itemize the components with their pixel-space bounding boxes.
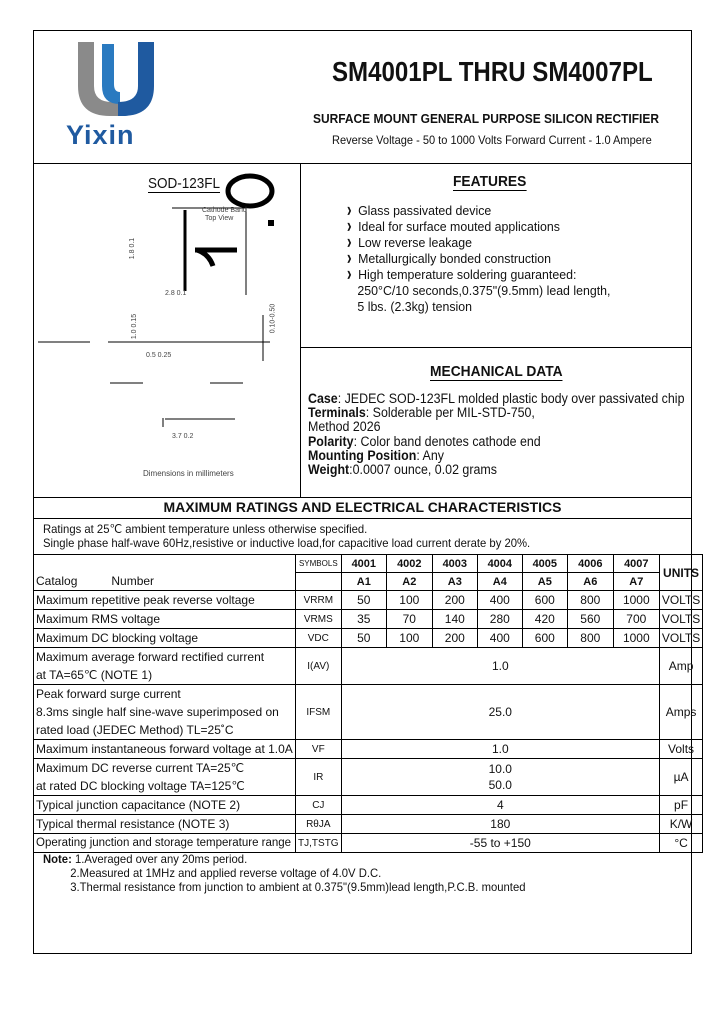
row-value: 600 <box>522 629 567 648</box>
note-item: 1.Averaged over any 20ms period. <box>74 852 248 866</box>
top-view-label: Top View <box>205 215 234 222</box>
row-value: 1000 <box>613 629 659 648</box>
row-value: 1000 <box>613 591 659 610</box>
divider <box>33 518 692 519</box>
marking-header: A6 <box>567 573 613 591</box>
divider <box>33 497 692 498</box>
part-header: 4002 <box>386 555 432 573</box>
note-item: 3.Thermal resistance from junction to ambient at 0.375"(9.5mm)lead length,P.C.B. mounted <box>70 880 526 894</box>
row-unit: °C <box>659 834 702 853</box>
dimensions-note: Dimensions in millimeters <box>143 469 234 478</box>
row-label: Peak forward surge current <box>36 687 181 701</box>
row-label: at TA=65℃ (NOTE 1) <box>36 668 153 682</box>
row-value: 400 <box>477 591 522 610</box>
row-symbol: VDC <box>295 629 341 648</box>
row-value: 50.0 <box>488 778 512 792</box>
table-row <box>34 629 703 648</box>
row-label: rated load (JEDEC Method) TL=25˚C <box>36 723 234 737</box>
divider <box>33 163 692 164</box>
row-value: 50 <box>341 629 386 648</box>
row-value: 560 <box>567 610 613 629</box>
row-label: Typical thermal resistance (NOTE 3) <box>34 815 296 834</box>
units-header: UNITS <box>659 555 702 591</box>
catalog-label: Catalog <box>36 574 78 588</box>
ratings-line: Ratings at 25℃ ambient temperature unless otherwise specified. <box>43 522 368 536</box>
row-value: 70 <box>386 610 432 629</box>
row-label: Maximum instantaneous forward voltage at 1.0A <box>34 740 296 759</box>
row-value: 10.0 <box>488 762 512 776</box>
row-label: Maximum DC reverse current TA=25℃ <box>36 761 245 775</box>
row-value: 600 <box>522 591 567 610</box>
table-row <box>34 685 703 740</box>
row-label: at rated DC blocking voltage TA=125℃ <box>36 779 245 793</box>
feature-item: ❱ High temperature soldering guaranteed: <box>346 267 610 283</box>
package-drawing <box>35 165 297 495</box>
row-symbol: VRMS <box>295 610 341 629</box>
part-header: 4004 <box>477 555 522 573</box>
marking-header: A1 <box>341 573 386 591</box>
page-title: SM4001PL THRU SM4007PL <box>332 56 653 87</box>
row-value: 800 <box>567 591 613 610</box>
row-value: 200 <box>432 629 477 648</box>
features-title: FEATURES <box>453 173 527 190</box>
row-label: 8.3ms single half sine-wave superimposed on <box>36 705 279 719</box>
row-symbol: VRRM <box>295 591 341 610</box>
case-key: Case <box>308 391 338 406</box>
spec-line: Reverse Voltage - 50 to 1000 Volts Forward Current - 1.0 Ampere <box>332 133 652 147</box>
row-value: 1.0 <box>341 648 659 685</box>
row-unit: VOLTS <box>659 629 702 648</box>
polarity-value: : Color band denotes cathode end <box>353 433 541 449</box>
feature-item: ❱ Ideal for surface mouted applications <box>346 219 610 235</box>
row-label: Maximum average forward rectified current <box>36 650 265 664</box>
row-value: 200 <box>432 591 477 610</box>
row-value: 50 <box>341 591 386 610</box>
table-row <box>34 759 703 796</box>
row-label: Typical junction capacitance (NOTE 2) <box>34 796 296 815</box>
dim-total: 3.7 0.2 <box>172 433 194 440</box>
row-value: 420 <box>522 610 567 629</box>
part-header: 4001 <box>341 555 386 573</box>
table-row <box>34 815 703 834</box>
dim-side: 0.10-0.50 <box>269 303 277 334</box>
number-label: Number <box>111 574 155 588</box>
table-row <box>34 834 703 853</box>
terminals-value-2: Method 2026 <box>308 419 381 435</box>
row-unit: Volts <box>659 740 702 759</box>
table-row <box>34 648 703 685</box>
divider <box>300 347 692 348</box>
row-unit: Amp <box>659 648 702 685</box>
row-value: 35 <box>341 610 386 629</box>
notes-label: Note: <box>43 852 72 866</box>
feature-item: ❱ Low reverse leakage <box>346 235 610 251</box>
marking-header: A2 <box>386 573 432 591</box>
feature-item: ❱ Metallurgically bonded construction <box>346 251 610 267</box>
table-row <box>34 740 703 759</box>
feature-item: ❱ Glass passivated device <box>346 203 610 219</box>
row-unit: VOLTS <box>659 591 702 610</box>
row-label: Maximum repetitive peak reverse voltage <box>34 591 296 610</box>
dim-width: 2.8 0.1 <box>165 290 187 297</box>
marking-header: A4 <box>477 573 522 591</box>
symbols-header: SYMBOLS <box>295 555 341 573</box>
row-value: 800 <box>567 629 613 648</box>
row-value: 280 <box>477 610 522 629</box>
row-unit: pF <box>659 796 702 815</box>
ratings-line: Single phase half-wave 60Hz,resistive or inductive load,for capacitive load current derate by 20%. <box>43 536 531 550</box>
weight-key: Weight <box>308 462 350 478</box>
row-value: 400 <box>477 629 522 648</box>
polarity-key: Polarity <box>308 433 354 449</box>
row-symbol: IR <box>295 759 341 796</box>
ratings-table <box>33 554 703 853</box>
row-value: 4 <box>341 796 659 815</box>
part-header: 4005 <box>522 555 567 573</box>
row-symbol: VF <box>295 740 341 759</box>
case-value: : JEDEC SOD-123FL molded plastic body over passivated chip <box>337 391 685 406</box>
table-row <box>34 591 703 610</box>
note-item: 2.Measured at 1MHz and applied reverse voltage of 4.0V D.C. <box>70 866 382 880</box>
row-value: 140 <box>432 610 477 629</box>
mounting-key: Mounting Position <box>308 447 417 463</box>
dim-lead: 0.5 0.25 <box>146 352 172 359</box>
row-symbol: RθJA <box>295 815 341 834</box>
part-header: 4006 <box>567 555 613 573</box>
marking-header: A3 <box>432 573 477 591</box>
logo-mark <box>72 38 162 118</box>
row-unit: Amps <box>659 685 702 740</box>
ratings-title: MAXIMUM RATINGS AND ELECTRICAL CHARACTERISTICS <box>163 499 562 515</box>
mechanical-data <box>308 392 684 477</box>
row-value: 700 <box>613 610 659 629</box>
logo-text: Yixin <box>66 120 135 150</box>
row-label: Maximum RMS voltage <box>34 610 296 629</box>
marking-header: A7 <box>613 573 659 591</box>
part-header: 4003 <box>432 555 477 573</box>
marking-header: A5 <box>522 573 567 591</box>
divider <box>300 163 301 497</box>
row-label: Maximum DC blocking voltage <box>34 629 296 648</box>
cathode-label: Cathode Band <box>202 207 247 214</box>
weight-value: :0.0007 ounce, 0.02 grams <box>349 462 497 478</box>
row-value: 1.0 <box>341 740 659 759</box>
mechanical-title: MECHANICAL DATA <box>430 363 563 380</box>
row-value: -55 to +150 <box>341 834 659 853</box>
row-label: Operating junction and storage temperature range <box>34 834 296 853</box>
row-unit: VOLTS <box>659 610 702 629</box>
table-row <box>34 796 703 815</box>
dim-height: 1.8 0.1 <box>129 237 137 260</box>
mounting-value: : Any <box>416 447 444 463</box>
row-symbol: I(AV) <box>295 648 341 685</box>
dim-thickness: 1.0 0.15 <box>131 313 139 340</box>
row-symbol: TJ,TSTG <box>295 834 341 853</box>
table-row <box>34 610 703 629</box>
row-value: 180 <box>341 815 659 834</box>
feature-cont: 5 lbs. (2.3kg) tension <box>357 299 473 314</box>
row-unit: K/W <box>659 815 702 834</box>
subtitle: SURFACE MOUNT GENERAL PURPOSE SILICON RECTIFIER <box>313 111 659 126</box>
terminals-key: Terminals <box>308 405 366 421</box>
ratings-conditions <box>43 522 530 550</box>
package-name: SOD-123FL <box>148 175 221 192</box>
row-symbol: CJ <box>295 796 341 815</box>
row-unit: µA <box>659 759 702 796</box>
notes <box>43 852 525 894</box>
row-symbol: IFSM <box>295 685 341 740</box>
feature-cont: 250°C/10 seconds,0.375"(9.5mm) lead length, <box>357 283 611 298</box>
features-list <box>346 203 610 315</box>
row-value: 100 <box>386 629 432 648</box>
row-value: 25.0 <box>341 685 659 740</box>
part-header: 4007 <box>613 555 659 573</box>
terminals-value: : Solderable per MIL-STD-750, <box>365 405 535 421</box>
row-value: 100 <box>386 591 432 610</box>
